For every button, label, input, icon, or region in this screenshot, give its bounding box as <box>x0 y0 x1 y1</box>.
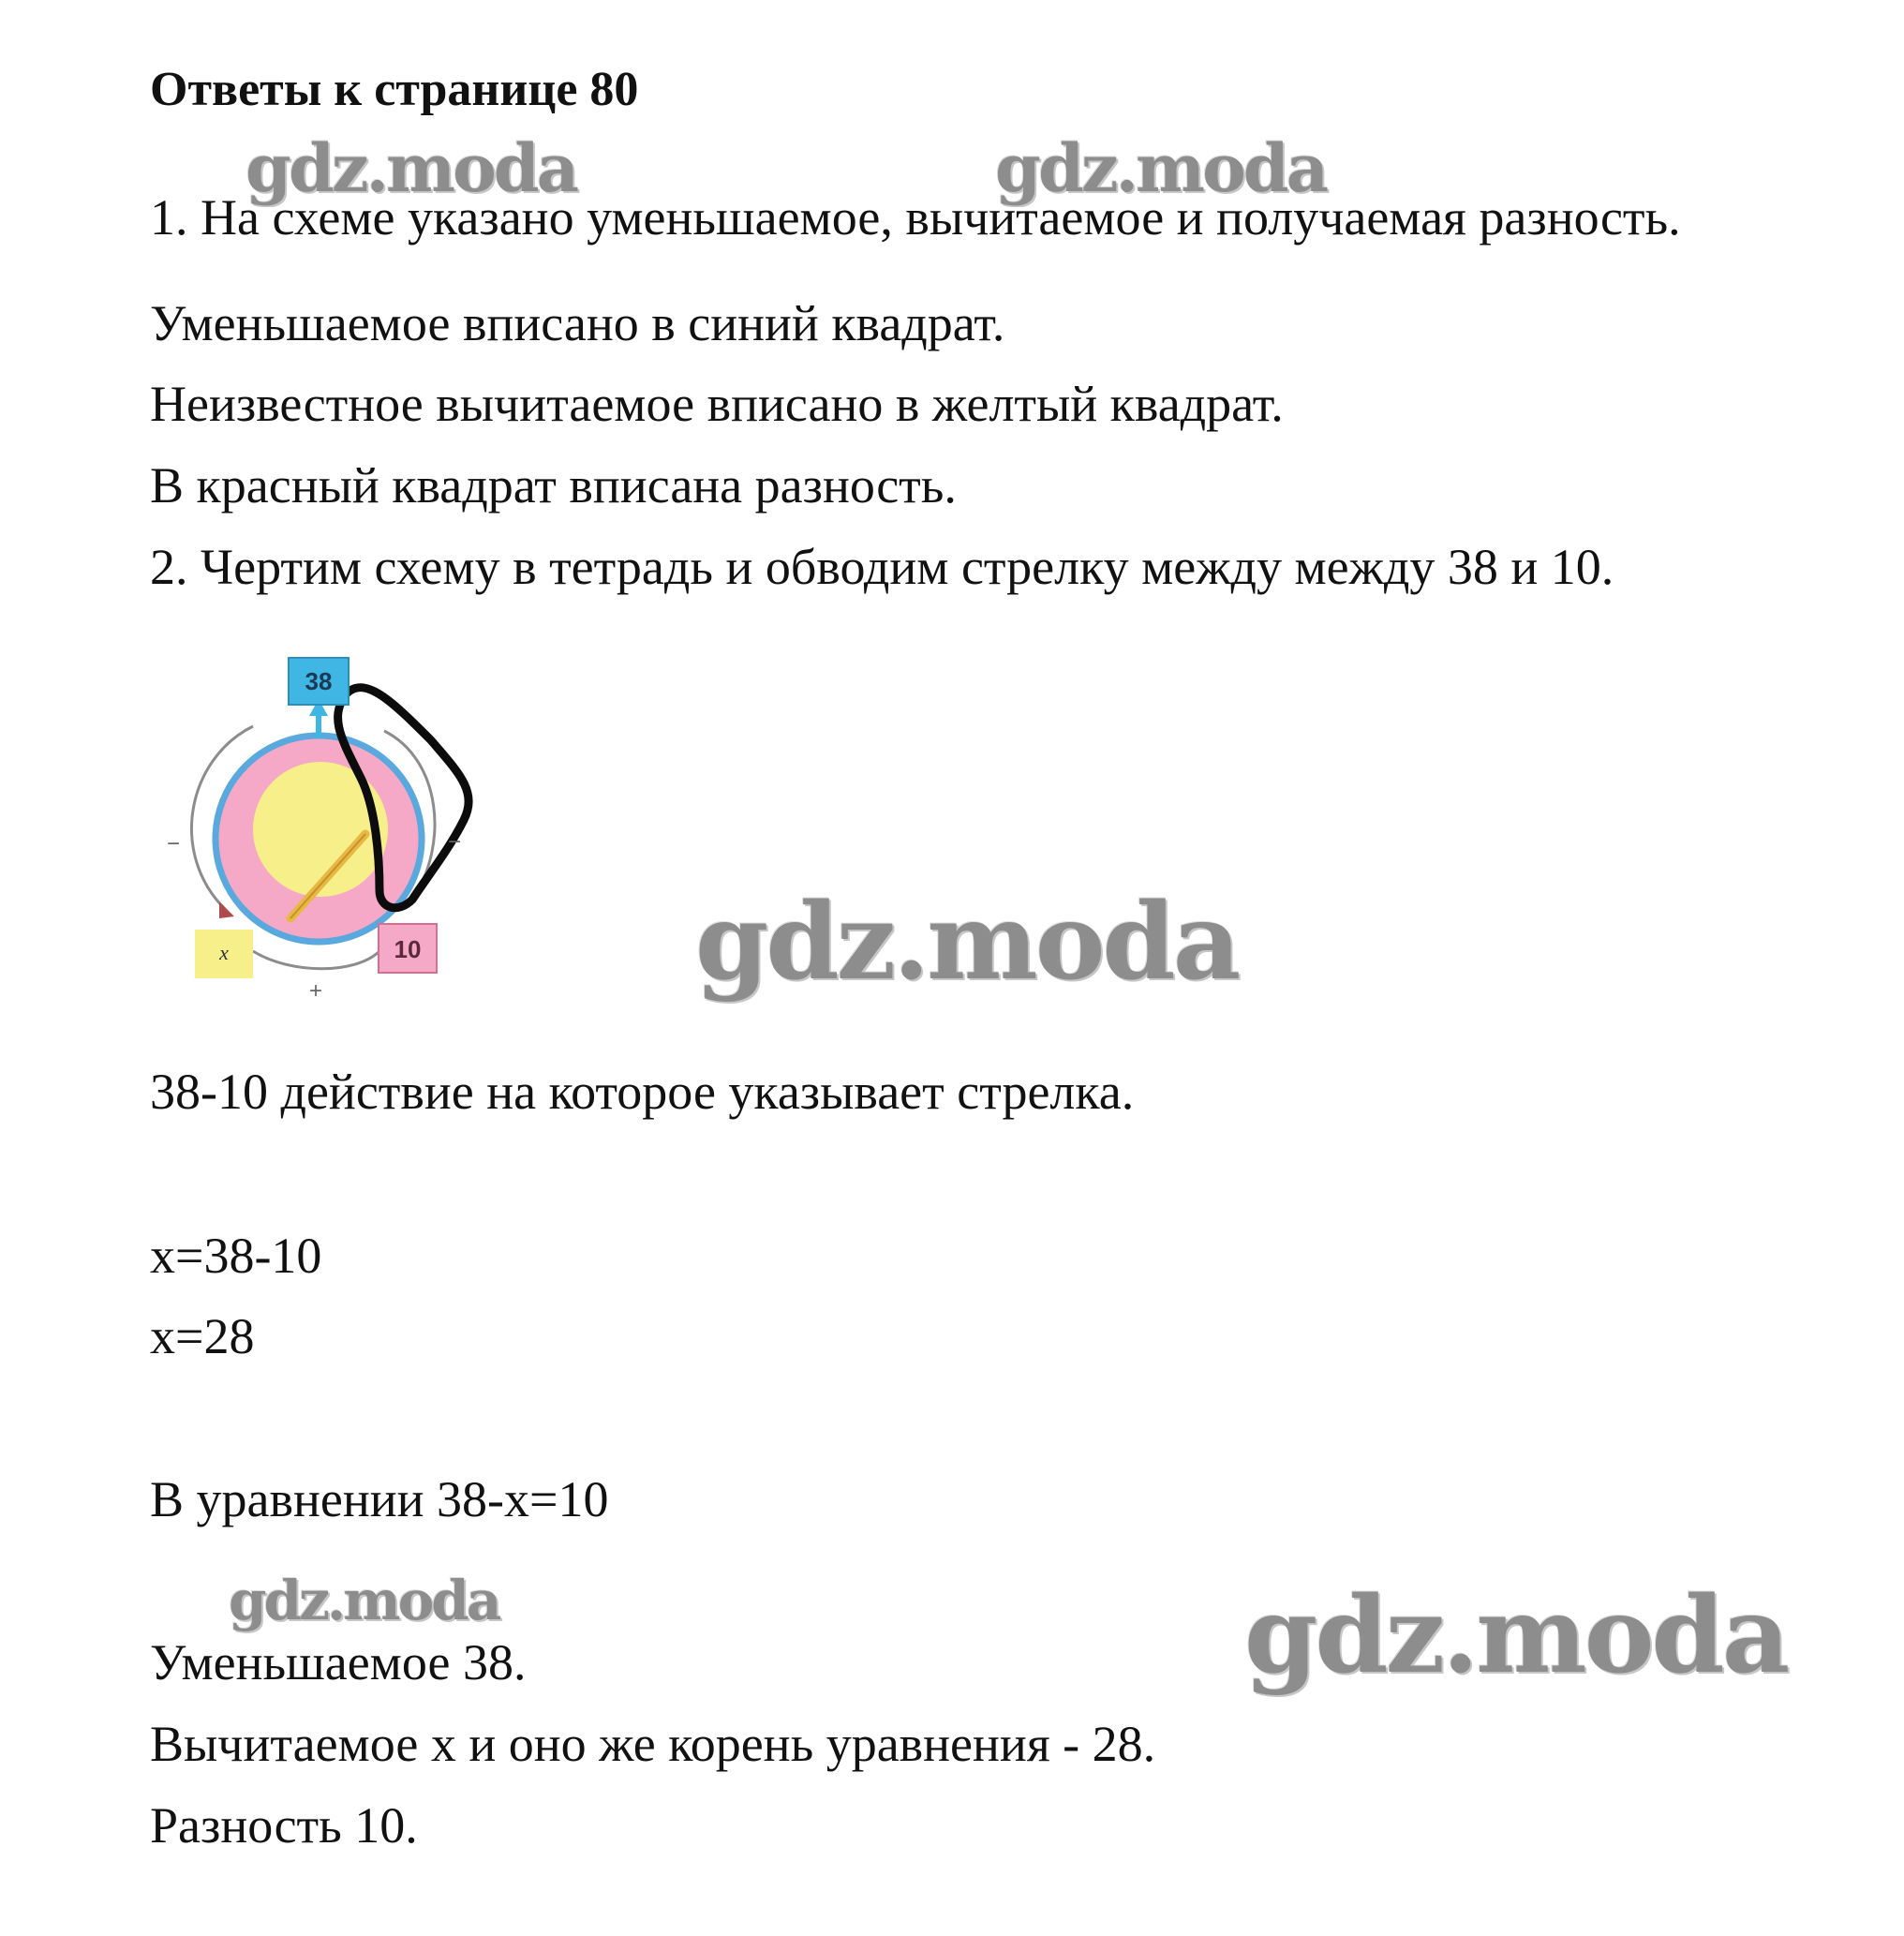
equation-line: В уравнении 38-x=10 <box>150 1471 609 1527</box>
right-sign: − <box>448 829 462 855</box>
item1-yellow-line: Неизвестное вычитаемое вписано в желтый квадрат. <box>150 376 1284 432</box>
difference-line: Разность 10. <box>150 1797 418 1854</box>
top-box-label: 38 <box>305 667 333 695</box>
item1-red-line: В красный квадрат вписана разность. <box>150 457 957 514</box>
bottom-curved-arrow <box>253 951 379 969</box>
watermark: gdz.moda <box>1244 1574 1788 1697</box>
item1-blue-line: Уменьшаемое вписано в синий квадрат. <box>150 295 1005 351</box>
watermark: gdz.moda <box>695 881 1239 1004</box>
item2-intro: 2. Чертим схему в тетрадь и обводим стрелку между между 38 и 10. <box>150 539 1614 595</box>
bottom-sign: + <box>309 978 323 1004</box>
subtraction-diagram <box>150 637 506 1012</box>
left-sign: − <box>167 831 181 856</box>
watermark: gdz.moda <box>995 129 1327 207</box>
arrow-note: 38-10 действие на которое указывает стрелка. <box>150 1064 1135 1120</box>
subtrahend-line: Вычитаемое x и оно же корень уравнения - 28. <box>150 1716 1156 1772</box>
equation-step-2: x=28 <box>150 1308 255 1364</box>
left-arrow-head <box>219 901 234 918</box>
inner-circle <box>253 762 388 897</box>
watermark: gdz.moda <box>229 1569 499 1632</box>
item1-intro: 1. На схеме указано уменьшаемое, вычитаемое и получаемая разность. <box>150 189 1681 246</box>
equation-step-1: x=38-10 <box>150 1228 322 1284</box>
right-box-label: 10 <box>394 935 422 963</box>
left-box-label: x <box>219 941 229 964</box>
page-title: Ответы к странице 80 <box>150 63 639 116</box>
watermark: gdz.moda <box>245 129 577 207</box>
minuend-line: Уменьшаемое 38. <box>150 1634 527 1690</box>
